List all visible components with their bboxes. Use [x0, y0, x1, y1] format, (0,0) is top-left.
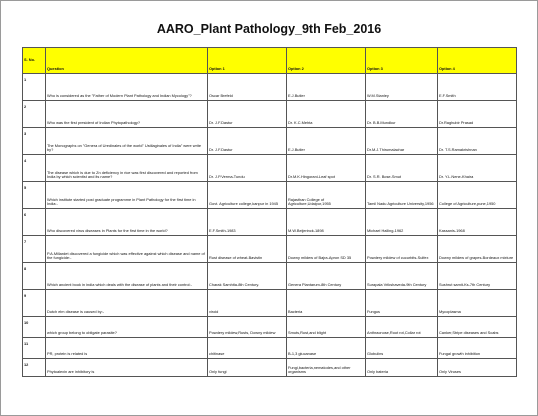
- option-3-cell: Michael Halling-1962: [366, 209, 438, 236]
- option-4-cell: Fungal growth inhibition: [438, 338, 517, 359]
- row-number: 10: [23, 317, 46, 338]
- question-cell: The Monographs on "Genera of Uredinales of the world" Ustilaginales of India" were write by?: [46, 128, 208, 155]
- header-sno: S. No.: [23, 48, 46, 74]
- row-number: 12: [23, 359, 46, 377]
- option-2-cell: Dr. K.C.Mehta: [287, 101, 366, 128]
- question-cell: P.A.Millardet discovered a fungicide which was effective against which disease and name of the fungicide:-: [46, 236, 208, 263]
- table-row: [23, 236, 517, 263]
- option-3-cell: W.M.Stanley: [366, 74, 438, 101]
- option-4-cell: College of Agriculture,pune,1950: [438, 182, 517, 209]
- option-4-cell: Mycoplasma: [438, 290, 517, 317]
- row-number: 2: [23, 101, 46, 128]
- row-number: 8: [23, 263, 46, 290]
- table-row: [23, 359, 517, 377]
- option-1-cell: Dr. J.F.Dastur: [208, 101, 287, 128]
- question-cell: which group belong to obligate parasite?: [46, 317, 208, 338]
- table-row: [23, 263, 517, 290]
- header-option-4: Option 4: [438, 48, 517, 74]
- table-row: [23, 317, 517, 338]
- option-3-cell: Only bateria: [366, 359, 438, 377]
- question-cell: The disease which is due to Zn deficiency in rice was first discovered and reported from India by which scientist and its name?: [46, 155, 208, 182]
- option-1-cell: chitinase: [208, 338, 287, 359]
- question-cell: Dutch elm disease is caused by:-: [46, 290, 208, 317]
- table-row: [23, 74, 517, 101]
- option-2-cell: Rajasthan College of Agriculture,Udaipur,1955: [287, 182, 366, 209]
- table-row: [23, 209, 517, 236]
- questions-table: [22, 47, 517, 377]
- document-title: AARO_Plant Pathology_9th Feb_2016: [156, 22, 382, 36]
- option-2-cell: Fungi,bacteria,nematodes,and other organisms: [287, 359, 366, 377]
- option-2-cell: B-1,3 glucanase: [287, 338, 366, 359]
- table-row: [23, 290, 517, 317]
- row-number: 1: [23, 74, 46, 101]
- question-cell: PR, protein is related is: [46, 338, 208, 359]
- option-1-cell: Oscar Brefeld: [208, 74, 287, 101]
- row-number: 4: [23, 155, 46, 182]
- option-4-cell: Sushrut samit-Ks-7th Century: [438, 263, 517, 290]
- option-1-cell: Dr. J.F.Dastur: [208, 128, 287, 155]
- row-number: 11: [23, 338, 46, 359]
- option-2-cell: Bacteria: [287, 290, 366, 317]
- table-row: [23, 101, 517, 128]
- option-2-cell: Dr.M.K.Hingorani-Leaf spot: [287, 155, 366, 182]
- question-cell: Which ancient book in india which deals with the disease of plants and their control:-: [46, 263, 208, 290]
- question-cell: Which institute started post graduate programme in Plant Pathology for the first time in India:-: [46, 182, 208, 209]
- row-number: 9: [23, 290, 46, 317]
- option-4-cell: Dr. T.S.Ramakrishnan: [438, 128, 517, 155]
- option-3-cell: Anthracnose,Root rot,Collar rot: [366, 317, 438, 338]
- option-4-cell: E.F.Smith: [438, 74, 517, 101]
- option-3-cell: Dr. B.B.Mundkur: [366, 101, 438, 128]
- question-cell: Phytoalexin are inhibitory is: [46, 359, 208, 377]
- option-1-cell: viroid: [208, 290, 287, 317]
- table-header-row: [23, 48, 517, 74]
- option-3-cell: Powdery mildew of cucurbits-Sulfex: [366, 236, 438, 263]
- option-2-cell: Smuts,Rust,and blight: [287, 317, 366, 338]
- row-number: 3: [23, 128, 46, 155]
- row-number: 6: [23, 209, 46, 236]
- option-2-cell: Downy mildew of Bajra-Apron SD 35: [287, 236, 366, 263]
- header-option-3: Option 3: [366, 48, 438, 74]
- header-question: Question: [46, 48, 208, 74]
- option-1-cell: Only fungi: [208, 359, 287, 377]
- table-row: [23, 128, 517, 155]
- option-4-cell: Canker,Stripe diseases and Scabs: [438, 317, 517, 338]
- table-row: [23, 155, 517, 182]
- row-number: 7: [23, 236, 46, 263]
- option-2-cell: E.J.Butler: [287, 74, 366, 101]
- option-3-cell: Globulins: [366, 338, 438, 359]
- option-2-cell: E.J.Butler: [287, 128, 366, 155]
- option-1-cell: Dr. J.P.Verma-Tundu: [208, 155, 287, 182]
- option-1-cell: Rust disease of wheat-Bavistin: [208, 236, 287, 263]
- option-3-cell: Tamil Nadu Agriculture University,1956: [366, 182, 438, 209]
- row-number: 5: [23, 182, 46, 209]
- option-3-cell: Fungus: [366, 290, 438, 317]
- table-row: [23, 182, 517, 209]
- option-3-cell: Dr. S.R. Bose-Smut: [366, 155, 438, 182]
- question-cell: Who is considered as the "Father of Modern Plant Pathology and Indian Mycology"?: [46, 74, 208, 101]
- option-2-cell: M.W.Beijerinck-1898: [287, 209, 366, 236]
- option-4-cell: Kassanis-1968: [438, 209, 517, 236]
- option-3-cell: Dr.M.J.Thirumalachar: [366, 128, 438, 155]
- option-4-cell: Downy mildew of grapes-Bordeaux mixture: [438, 236, 517, 263]
- option-3-cell: Surapala Vrikshaveda-9th Century: [366, 263, 438, 290]
- option-4-cell: Only Viruses: [438, 359, 517, 377]
- header-option-2: Option 2: [287, 48, 366, 74]
- option-1-cell: Powdery mildew,Rusts, Downy mildew: [208, 317, 287, 338]
- table-row: [23, 338, 517, 359]
- question-cell: Who was the first president of Indian Phytopathology?: [46, 101, 208, 128]
- option-1-cell: Charak Samhita-8th Century.: [208, 263, 287, 290]
- option-4-cell: Dr. Y.L.Nene-Khaira: [438, 155, 517, 182]
- option-1-cell: Govt. Agriculture college,kanpur in 1945: [208, 182, 287, 209]
- header-option-1: Option 1: [208, 48, 287, 74]
- question-cell: Who discovered virus diseases in Plants for the first time in the world?: [46, 209, 208, 236]
- option-1-cell: E.F.Smith-1983: [208, 209, 287, 236]
- option-2-cell: Genera Plantarum-8th Century: [287, 263, 366, 290]
- option-4-cell: Dr.Raghubir Prasad: [438, 101, 517, 128]
